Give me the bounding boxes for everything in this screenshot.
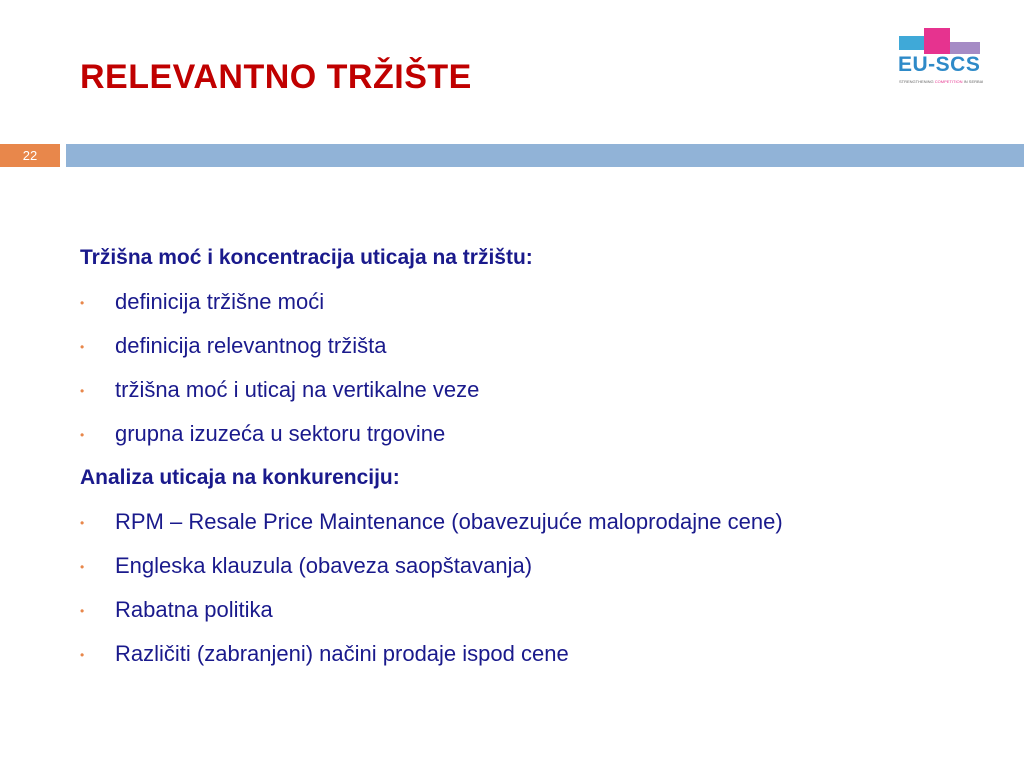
list-item-text: Engleska klauzula (obaveza saopštavanja): [115, 553, 533, 578]
header-divider-bar: [66, 144, 1024, 167]
list-item: [80, 548, 980, 592]
list-item: [80, 416, 980, 460]
logo-text: EU-SCS: [898, 53, 981, 76]
eu-scs-logo: [896, 28, 984, 88]
bullet-icon: •: [80, 648, 85, 662]
bullet-icon: •: [80, 340, 85, 354]
list-item-text: definicija tržišne moći: [115, 289, 325, 314]
list-item: [80, 284, 980, 328]
list-item: [80, 636, 980, 680]
list-item-text: Različiti (zabranjeni) načini prodaje ispod cene: [115, 641, 569, 666]
bullet-icon: •: [80, 560, 85, 574]
slide-content: [80, 240, 980, 680]
list-item: [80, 504, 980, 548]
slide-number: 22: [0, 144, 60, 167]
bullet-icon: •: [80, 384, 85, 398]
list-item-text: tržišna moć i uticaj na vertikalne veze: [115, 377, 480, 402]
logo-pink-square: [924, 28, 950, 54]
section-heading-competition-analysis: Analiza uticaja na konkurenciju:: [80, 466, 400, 489]
section-heading-market-power: Tržišna moć i koncentracija uticaja na tržištu:: [80, 246, 533, 269]
list-item: [80, 372, 980, 416]
bullet-icon: •: [80, 604, 85, 618]
list-item-text: definicija relevantnog tržišta: [115, 333, 387, 358]
list-item: [80, 328, 980, 372]
logo-tagline: STRENGTHENING COMPETITION IN SERBIA: [899, 79, 983, 84]
list-item-text: RPM – Resale Price Maintenance (obavezujuće maloprodajne cene): [115, 509, 783, 534]
list-item: [80, 592, 980, 636]
bullet-icon: •: [80, 428, 85, 442]
slide-title: RELEVANTNO TRŽIŠTE: [80, 58, 472, 96]
list-item-text: grupna izuzeća u sektoru trgovine: [115, 421, 446, 446]
list-item-text: Rabatna politika: [115, 597, 273, 622]
bullet-icon: •: [80, 296, 85, 310]
bullet-icon: •: [80, 516, 85, 530]
